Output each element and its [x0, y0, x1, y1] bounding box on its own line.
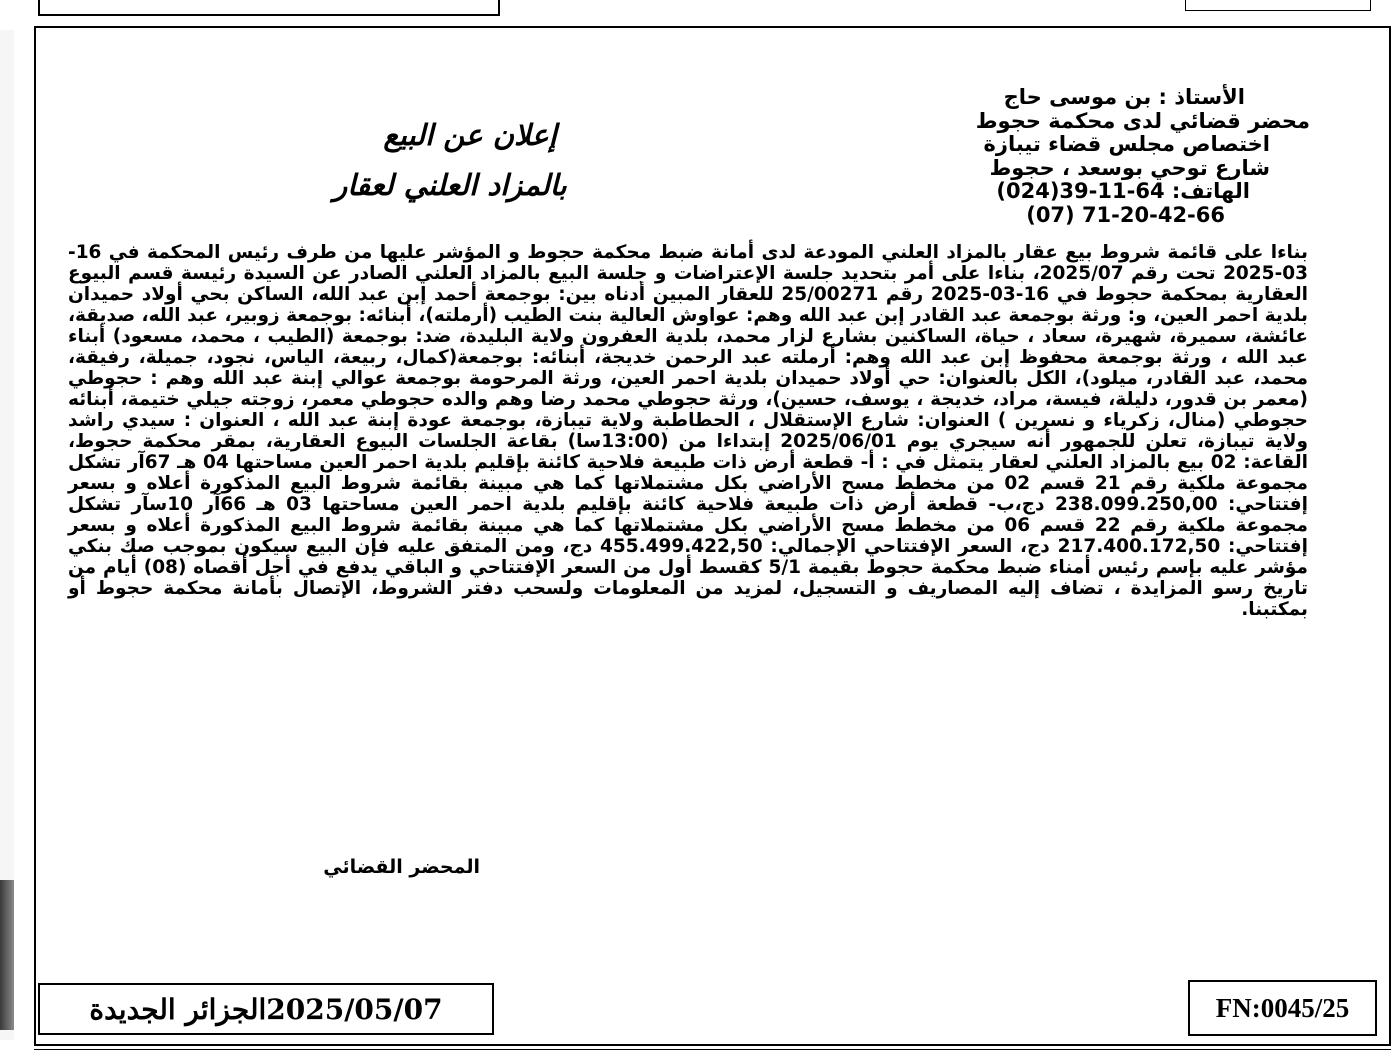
bailiff-address: شارع توحي بوسعد ، حجوط	[989, 155, 1270, 180]
bailiff-jurisdiction: اختصاص مجلس قضاء تيبازة	[983, 132, 1270, 156]
newspaper-name: الجزائر الجديدة	[89, 992, 267, 1026]
title-line-2: بالمزاد العلني لعقار	[333, 168, 567, 202]
bailiff-mobile	[800, 204, 1310, 228]
signature: المحضر القضائي	[323, 856, 480, 878]
top-right-box-edge	[1185, 0, 1371, 11]
announcement-body: بناءا على قائمة شروط بيع عقار بالمزاد العلني المودعة لدى أمانة ضبط محكمة حجوط و المؤشر عليها من طرف رئيس المحكمة في 16-03-2025 تحت رقم 2025/07، بناءا على أمر بتحديد جلسة الإعتراضات و جلسة البيع بالمزاد العلني الصادر عن السيدة رئيسة قسم البيوع العقارية بمحكمة حجوط في 16-03-2025 رقم 25/00271 للعقار المبين أدناه بين: بوجمعة أحمد إبن عبد الله، الساكن بحي أولاد حميدان بلدية احمر العين، و: ورثة بوجمعة عبد القادر إبن عبد الله وهم: عواوش العالية بنت الطيب (أرملته)، أبنائه: بوجمعة زوبير، عبد الله، صديقة، عائشة، سميرة، شهيرة، سعاد ، حياة، الساكنين بشارع لزار محمد، بلدية العفرون ولاية البليدة، ضد: بوجمعة (الطيب ، محمد، مسعود) أبناء عبد الله ، ورثة بوجمعة محفوظ إبن عبد الله وهم: أرملته عبد الرحمن خديجة، أبنائه: بوجمعة(كمال، ربيعة، الياس، نجود، جميلة، رفيقة، محمد، عبد القادر، ميلود)، الكل بالعنوان: حي أولاد حميدان بلدية احمر العين، ورثة المرحومة بوجمعة عوالي إبنة عبد الله وهم : حجوطي (معمر بن قدور، دليلة، فيسة، مراد، خديجة ، يوسف، حسين)، ورثة حجوطي محمد رضا وهم والده حجوطي معمر، زوجته جيلي ختيمة، أبنائه حجوطي (منال، زكرياء و نسرين ) العنوان: شارع الإستقلال ، الحطاطبة ولاية تيبازة، بوجمعة عودة إبنة عبد الله ، العنوان : سيدي راشد ولاية تيبازة، تعلن للجمهور أنه سيجري يوم 2025/06/01 إبتداءا من (13:00سا) بقاعة الجلسات البيوع العقارية، بمقر محكمة حجوط، القاعة: 02 بيع بالمزاد العلني لعقار يتمثل في : أ- قطعة أرض ذات طبيعة فلاحية كائنة بإقليم بلدية احمر العين مساحتها 04 هـ 67آر تشكل مجموعة ملكية رقم 21 قسم 02 من مخطط مسح الأراضي بكل مشتملاتها كما هي مبينة بقائمة شروط البيع المذكورة أعلاه و بسعر إفتتاحي: 238.099.250,00 دج،ب- قطعة أرض ذات طبيعة فلاحية كائنة بإقليم بلدية احمر العين مساحتها 03 هـ 66آر 10سآر تشكل مجموعة ملكية رقم 22 قسم 06 من مخطط مسح الأراضي بكل مشتملاتها كما هي مبينة بقائمة شروط البيع المذكورة أعلاه و بسعر إفتتاحي: 217.400.172,50 دج، السعر الإفتتاحي الإجمالي: 455.499.422,50 دج، ومن المتفق عليه فإن البيع سيكون بموجب صك بنكي مؤشر عليه بإسم رئيس أمناء ضبط محكمة حجوط بقيمة 5/1 كقسط أول من السعر الإفتتاحي و الباقي يدفع في أجل أقصاه (08) أيام من تاريخ رسو المزايدة ، تضاف إليه المصاريف و التسجيل، لمزيد من المعلومات ولسحب دفتر الشروط، الإتصال بأمانة محكمة حجوط أو بمكتبنا.	[68, 242, 1309, 620]
top-left-box-edge	[38, 0, 500, 16]
bailiff-name: الأستاذ : بن موسى حاج	[1003, 85, 1245, 109]
reference-number: FN:0045/25	[1215, 992, 1350, 1023]
publication-date: 2025/05/07	[266, 992, 443, 1026]
bailiff-title: محضر قضائي لدى محكمة حجوط	[975, 108, 1310, 133]
bottom-rule	[34, 1049, 1391, 1050]
bailiff-mobile-number: (07) 71-20-42-66	[1026, 202, 1225, 227]
newspaper-footer	[38, 983, 494, 1035]
bailiff-header	[800, 86, 1310, 227]
title-line-1: إعلان عن البيع	[383, 118, 557, 152]
announcement-title	[230, 110, 670, 210]
bailiff-phone: الهاتف: 64-11-39(024)	[996, 179, 1250, 203]
left-margin-shadow	[0, 880, 14, 1030]
reference-footer	[1188, 980, 1377, 1036]
